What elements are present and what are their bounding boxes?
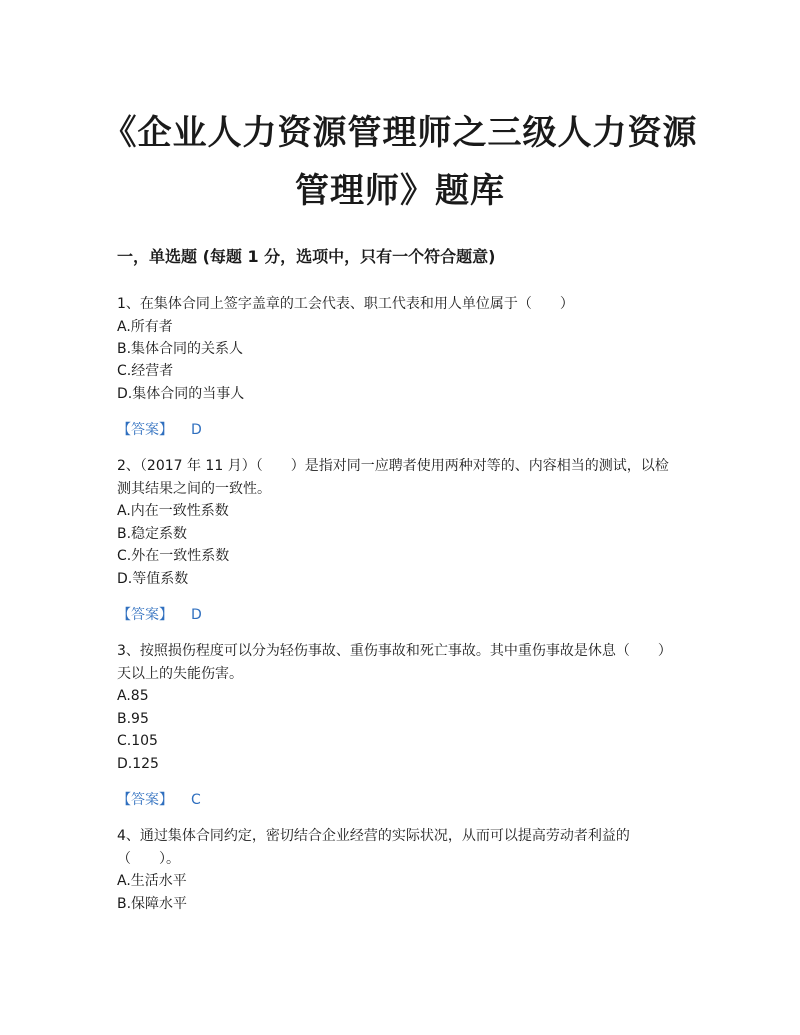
question-4-option-a: A.生活水平 <box>117 873 187 889</box>
question-4-option-b: B.保障水平 <box>117 896 188 912</box>
question-4-text: 4、通过集体合同约定，密切结合企业经营的实际状况，从而可以提高劳动者利益的（ ）。 <box>117 828 630 867</box>
answer-label: 【答案】 <box>117 792 173 808</box>
question-2-option-c: C.外在一致性系数 <box>117 548 230 564</box>
question-2-text: 2、（2017 年 11 月）（ ）是指对同一应聘者使用两种对等的、内容相当的测试，以检测其结果之间的一致性。 <box>117 458 669 497</box>
page-title: 《企业人力资源管理师之三级人力资源管理师》题库 <box>102 113 698 211</box>
answer-label: 【答案】 <box>117 607 173 623</box>
question-1-option-b: B.集体合同的关系人 <box>117 341 244 357</box>
question-3-text: 3、按照损伤程度可以分为轻伤事故、重伤事故和死亡事故。其中重伤事故是休息（ ）天以上的失能伤害。 <box>117 643 672 682</box>
answer-value: D <box>191 607 202 623</box>
question-3-option-d: D.125 <box>117 756 159 772</box>
question-1-option-a: A.所有者 <box>117 319 173 335</box>
question-3-option-b: B.95 <box>117 711 149 727</box>
question-2-option-a: A.内在一致性系数 <box>117 503 229 519</box>
answer-label: 【答案】 <box>117 422 173 438</box>
question-2-option-d: D.等值系数 <box>117 571 189 587</box>
question-2-option-b: B.稳定系数 <box>117 526 188 542</box>
section-heading: 一，单选题 (每题 1 分，选项中，只有一个符合题意) <box>117 247 496 266</box>
question-1-option-d: D.集体合同的当事人 <box>117 386 245 402</box>
question-3-option-a: A.85 <box>117 688 149 704</box>
answer-value: C <box>191 792 201 808</box>
question-2-answer <box>117 604 202 626</box>
question-3-option-c: C.105 <box>117 733 158 749</box>
question-3-answer <box>117 789 201 811</box>
question-1-option-c: C.经营者 <box>117 363 174 379</box>
answer-value: D <box>191 422 202 438</box>
question-1-answer <box>117 419 202 441</box>
question-1-text: 1、在集体合同上签字盖章的工会代表、职工代表和用人单位属于（ ） <box>117 296 574 312</box>
